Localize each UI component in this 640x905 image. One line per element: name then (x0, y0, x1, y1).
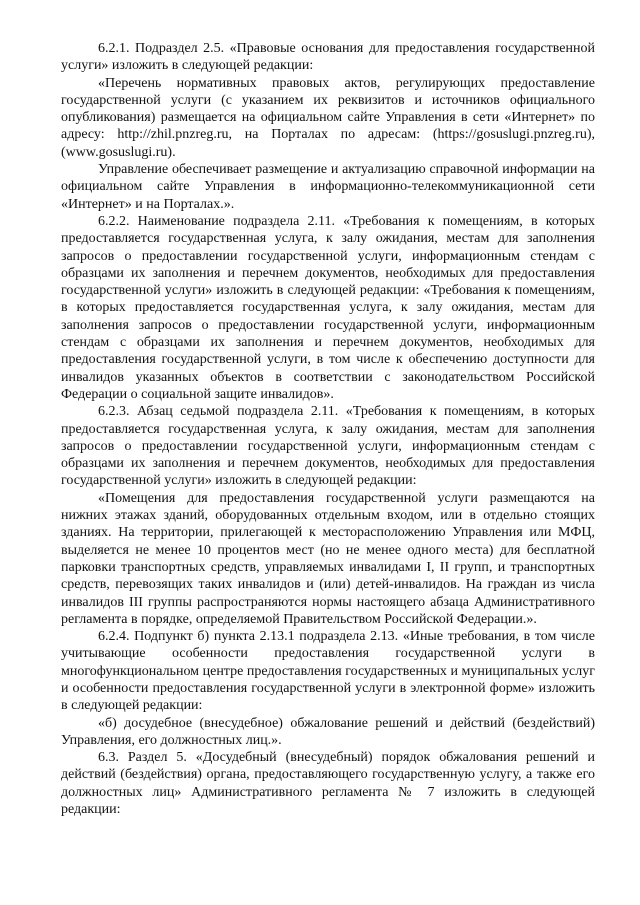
paragraph-subitem-b: «б) досудебное (внесудебное) обжалование решений и действий (бездействий) Управления, его должностных лиц.». (61, 715, 595, 748)
paragraph-6-2-3: 6.2.3. Абзац седьмой подраздела 2.11. «Требования к помещениям, в которых предоставляется государственная услуга, к залу ожидания, местам для заполнения запросов о предоставлении государственной услуги, информационным стендам с образцами их заполнения и перечнем документов, необходимых для предоставления государственной услуги» изложить в следующей редакции: (61, 404, 595, 489)
paragraph-6-3: 6.3. Раздел 5. «Досудебный (внесудебный) порядок обжалования решений и действий (бездействия) органа, предоставляющего государственную услугу, а также его должностных лиц» Административного регламента № 7 изложить в следующей редакции: (61, 750, 595, 818)
paragraph-premises-requirements: «Помещения для предоставления государственной услуги размещаются на нижних этажах зданий, оборудованных отдельным входом, или в отдельно стоящих зданиях. На территории, прилегающей к месторасположению Управления или МФЦ, выделяется не менее 10 процентов мест (но не менее одного места) для бесплатной парковки транспортных средств, управляемых инвалидами I, II групп, и транспортных средств, перевозящих таких инвалидов и (или) детей-инвалидов. На граждан из числа инвалидов III группы распространяются нормы настоящего абзаца Административного регламента в порядке, определяемой Правительством Российской Федерации.». (61, 490, 595, 627)
document-body (61, 40, 595, 818)
paragraph-6-2-1: 6.2.1. Подраздел 2.5. «Правовые основания для предоставления государственной услуги» изложить в следующей редакции: (61, 41, 595, 74)
paragraph-6-2-4: 6.2.4. Подпункт б) пункта 2.13.1 подраздела 2.13. «Иные требования, в том числе учитывающие особенности предоставления государственной услуги в многофункциональном центре предоставления государственных и муниципальных услуг и особенности предоставления государственной услуги в электронной форме» изложить в следующей редакции: (61, 629, 595, 714)
paragraph-legal-acts-list: «Перечень нормативных правовых актов, регулирующих предоставление государственной услуги (с указанием их реквизитов и источников официального опубликования) размещается на официальном сайте Управления в сети «Интернет» по адресу: http://zhil.pnzreg.ru, на Порталах по адресам: (https://gosuslugi.pnzreg.ru), (www.gosuslugi.ru). (61, 75, 595, 160)
paragraph-6-2-2: 6.2.2. Наименование подраздела 2.11. «Требования к помещениям, в которых предоставляется государственная услуга, к залу ожидания, местам для заполнения запросов о предоставлении государственной услуги, информационным стендам с образцами их заполнения и перечнем документов, необходимых для предоставления государственной услуги» изложить в следующей редакции: «Требования к помещениям, в которых предоставляется государственная услуга, к залу ожидания, местам для заполнения запросов о предоставлении государственной услуги, информационным стендам с образцами их заполнения и перечнем документов, необходимых для предоставления государственной услуги, в том числе к обеспечению доступности для инвалидов указанных объектов в соответствии с законодательством Российской Федерации о социальной защите инвалидов». (61, 213, 595, 402)
paragraph-reference-info: Управление обеспечивает размещение и актуализацию справочной информации на официальном сайте Управления в информационно-телекоммуникационной сети «Интернет» и на Порталах.». (61, 162, 595, 212)
